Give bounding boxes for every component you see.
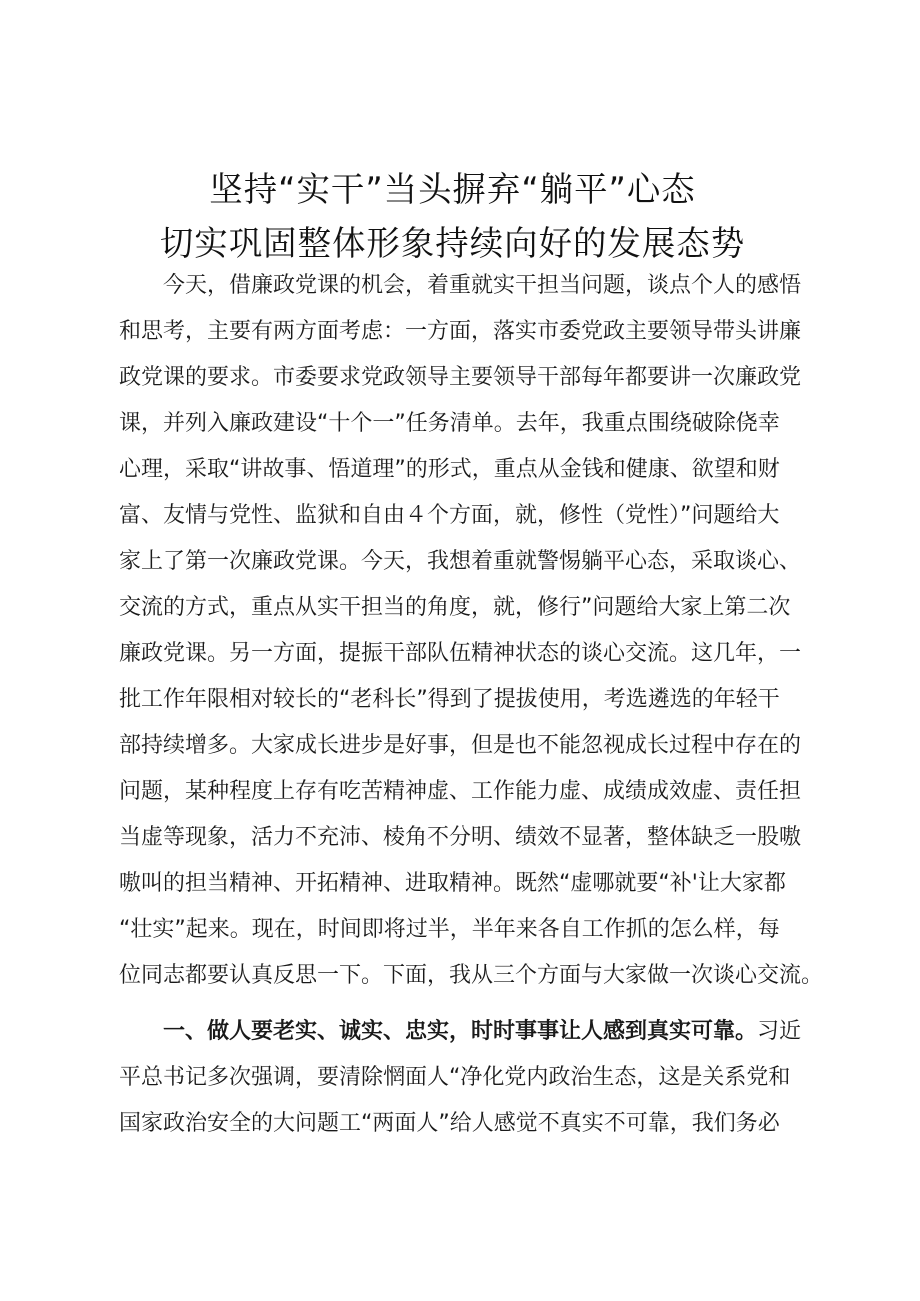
paragraph-1-line-12: 问题，某种程度上存有吃苦精神虚、工作能力虚、成绩成效虚、责任担 (119, 779, 802, 804)
paragraph-2-line-3: 国家政治安全的大问题工“两面人”给人感觉不真实不可靠，我们务必 (119, 1111, 780, 1136)
paragraph-1-line-14: 嗷叫的担当精神、开拓精神、进取精神。既然“虚哪就要“补'让大家都 (119, 871, 786, 896)
paragraph-1-line-6: 富、友情与党性、监狱和自由４个方面，就，修性（党性）”问题给大 (119, 503, 780, 528)
paragraph-2-line-1 (163, 1018, 801, 1046)
paragraph-1-line-2: 和思考，主要有两方面考虑：一方面，落实市委党政主要领导带头讲廉 (119, 319, 802, 344)
paragraph-1-line-8: 交流的方式，重点从实干担当的角度，就，修行”问题给大家上第二次 (119, 595, 791, 620)
document-title-line-1: 坚持“实干”当头摒弃“躺平”心态 (209, 170, 696, 210)
paragraph-2-first-tail: 习近 (757, 1019, 802, 1044)
paragraph-1-line-3: 政党课的要求。市委要求党政领导主要领导干部每年都要讲一次廉政党 (119, 365, 802, 390)
paragraph-1-line-15: “壮实”起来。现在，时间即将过半，半年来各自工作抓的怎么样，每 (119, 917, 780, 942)
paragraph-1-line-13: 当虚等现象，活力不充沛、棱角不分明、绩效不显著，整体缺乏一股嗷 (119, 825, 802, 850)
paragraph-1-line-7: 家上了第一次廉政党课。今天，我想着重就警惕躺平心态，采取谈心、 (119, 549, 802, 574)
paragraph-2-line-2: 平总书记多次强调，要清除惘面人“净化党内政治生态，这是关系党和 (119, 1065, 791, 1090)
document-title-line-2: 切实巩固整体形象持续向好的发展态势 (159, 224, 746, 264)
paragraph-1-line-16: 位同志都要认真反思一下。下面，我从三个方面与大家做一次谈心交流。 (119, 963, 824, 988)
paragraph-1-line-11: 部持续增多。大家成长进步是好事，但是也不能忽视成长过程中存在的 (119, 733, 802, 758)
paragraph-1-line-5: 心理，采取“讲故事、悟道理”的形式，重点从金钱和健康、欲望和财 (119, 457, 780, 482)
section-heading: 一、做人要老实、诚实、忠实，时时事事让人感到真实可靠。 (163, 1019, 758, 1044)
paragraph-1-line-9: 廉政党课。另一方面，提振干部队伍精神状态的谈心交流。这几年，一 (119, 641, 802, 666)
paragraph-1-line-1: 今天，借廉政党课的机会，着重就实干担当问题，谈点个人的感悟 (163, 273, 802, 298)
paragraph-1-line-10: 批工作年限相对较长的“老科长”得到了提拔使用，考选遴选的年轻干 (119, 687, 780, 712)
paragraph-1-line-4: 课，并列入廉政建设“十个一”任务清单。去年，我重点围绕破除侥幸 (119, 411, 780, 436)
